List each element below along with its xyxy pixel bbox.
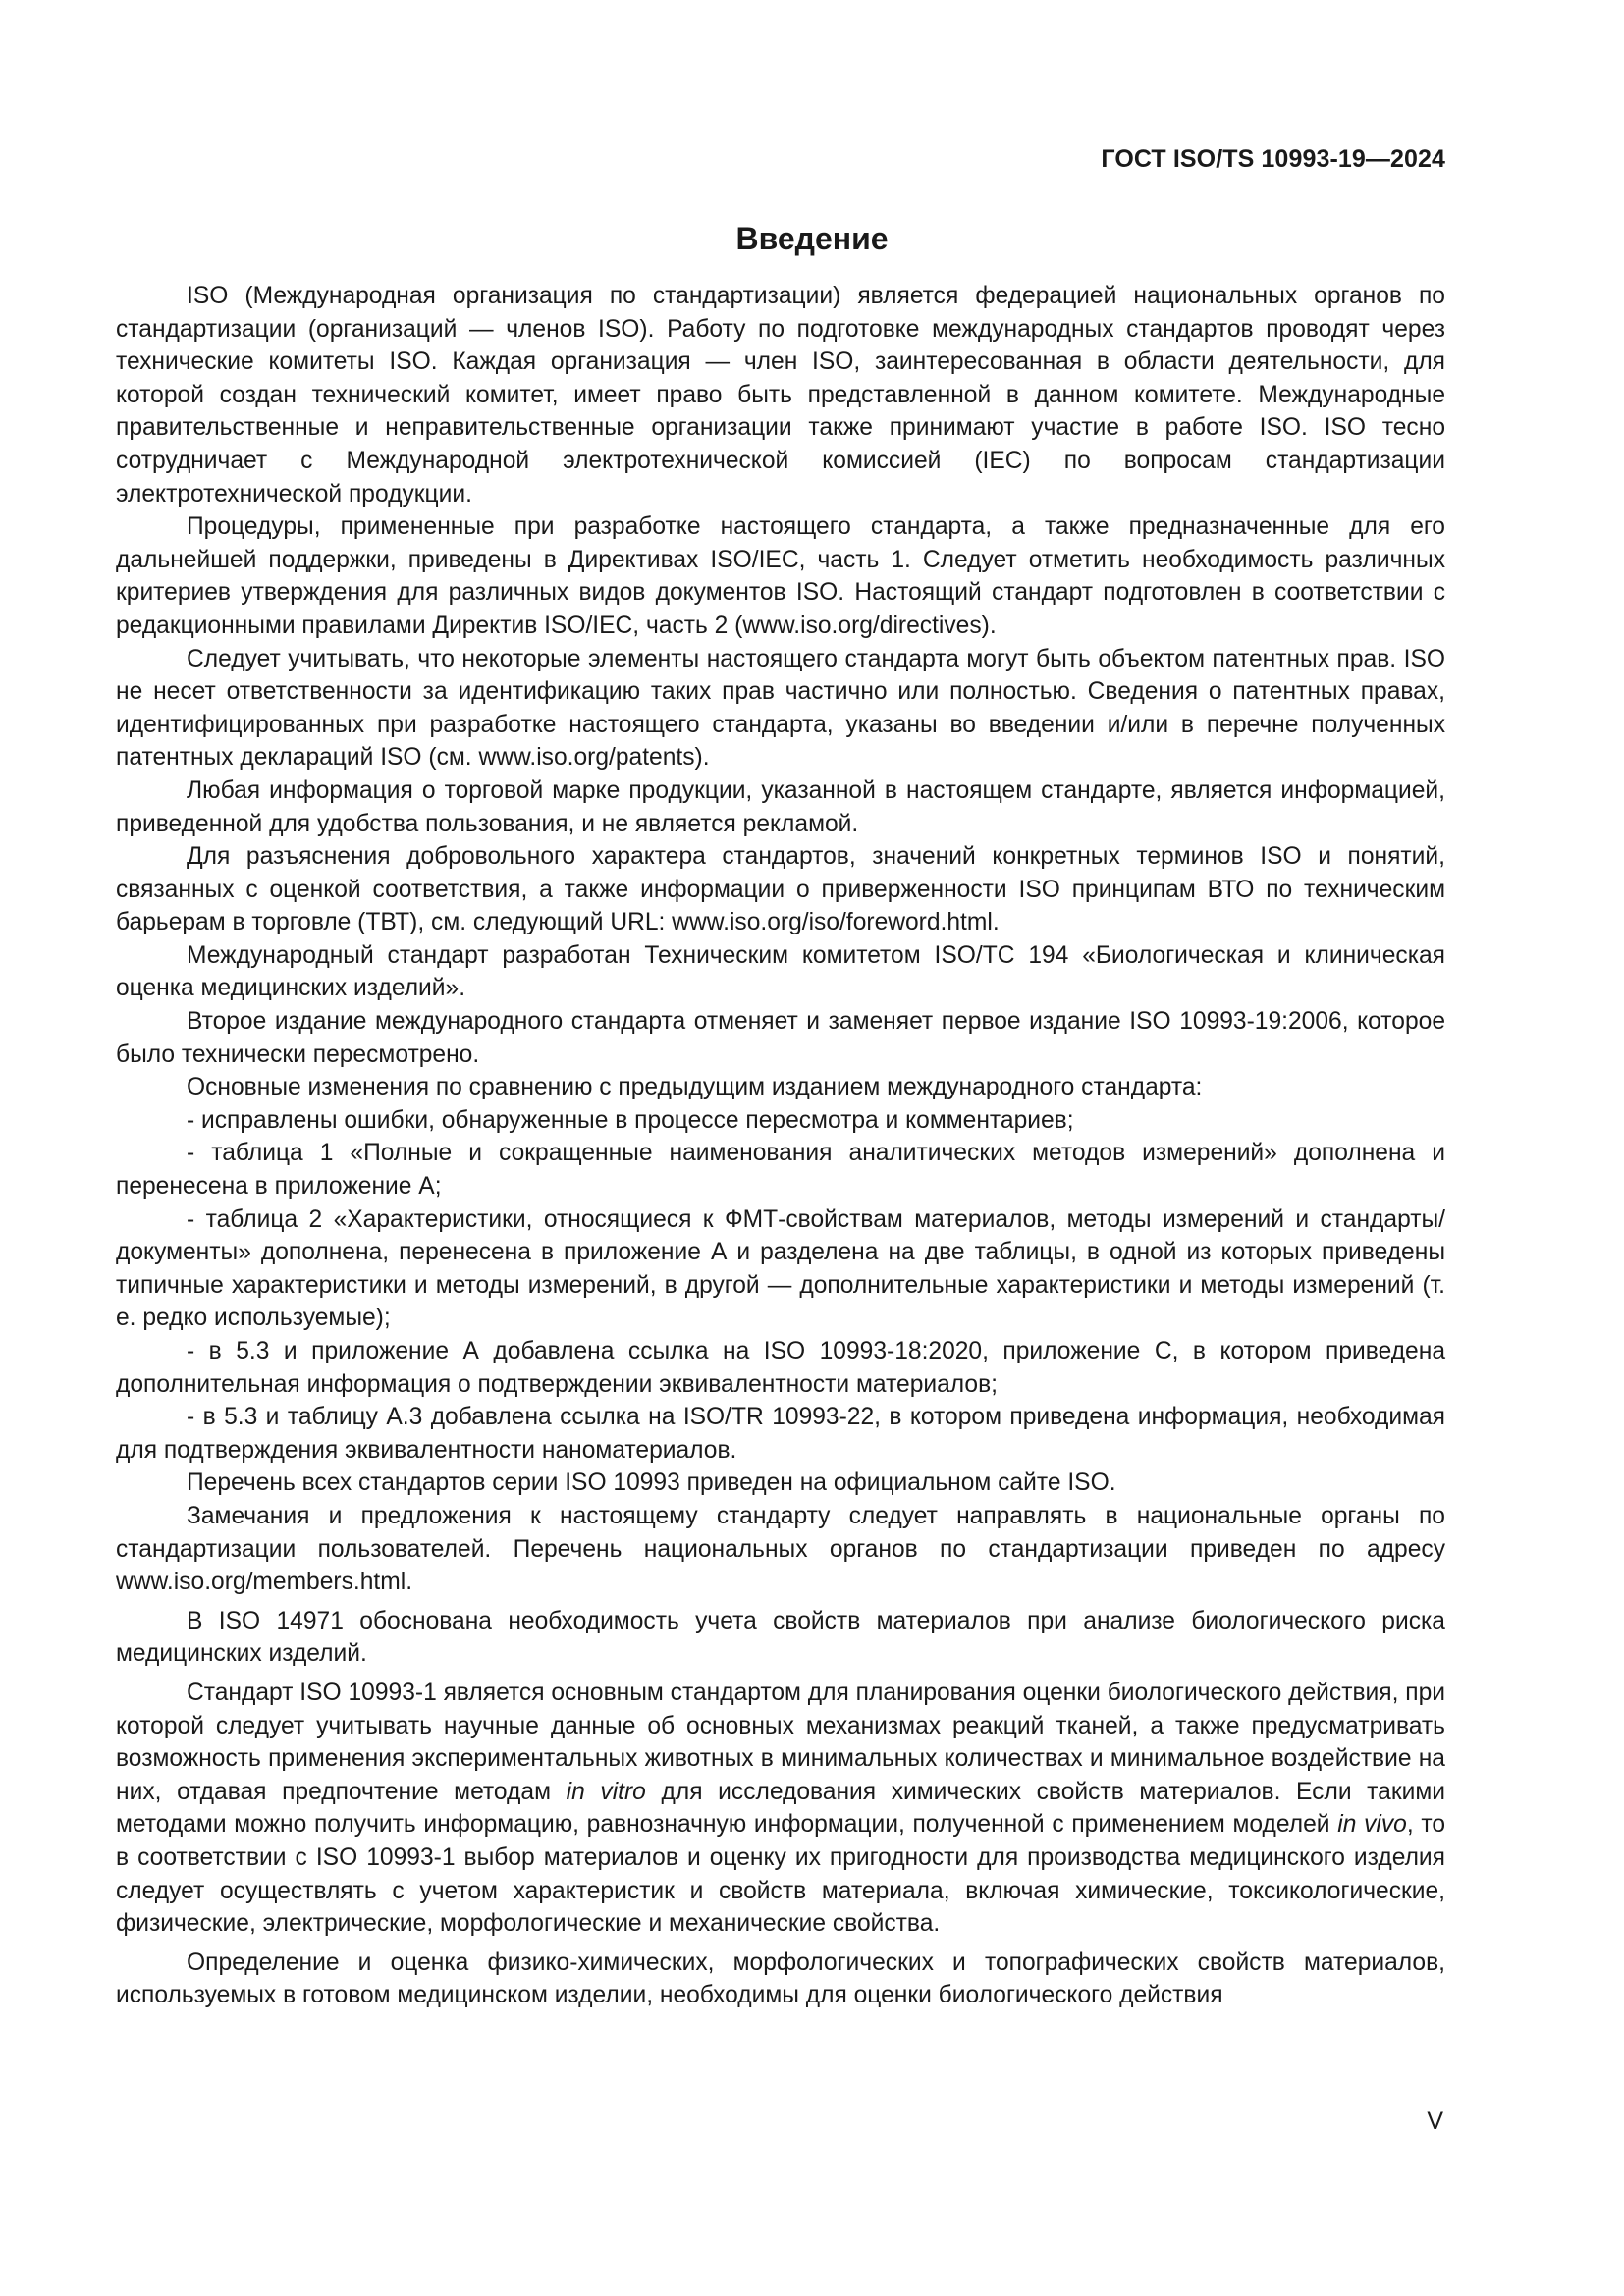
text-run: , то в соответствии с ISO 10993-1 выбор материалов и оценку их пригодности для производства медицинского изделия следует осуществлять с учетом характеристик и свойств материала, включая химические, токсикологические, физические, электрические, морфологические и механические свойства.	[116, 1811, 1446, 1938]
paragraph: Для разъяснения добровольного характера стандартов, значений конкретных терминов ISO и понятий, связанных с оценкой соответствия, а также информации о приверженности ISO принципам ВТО по техническим барьерам в торговле (ТВТ), см. следующий URL: www.iso.org/iso/foreword.html.	[116, 843, 1445, 936]
paragraph: Следует учитывать, что некоторые элементы настоящего стандарта могут быть объектом патентных прав. ISO не несет ответственности за идентификацию таких прав частично или полностью. Сведения о патентных правах, идентифицированных при разработке настоящего стандарта, указаны во введении и/или в перечне полученных патентных деклараций ISO (см. www.iso.org/patents).	[116, 645, 1445, 772]
paragraph-iso-10993-1	[116, 1677, 1445, 1941]
paragraph: Процедуры, примененные при разработке настоящего стандарта, а также предназначенные для его дальнейшей поддержки, приведены в Директивах ISO/IEC, часть 1. Следует отметить необходимость различных критериев утверждения для различных видов документов ISO. Настоящий стандарт подготовлен в соответствии с редакционными правилами Директив ISO/IEC, часть 2 (www.iso.org/directives).	[116, 513, 1445, 639]
list-item: - таблица 2 «Характеристики, относящиеся к ФМТ-свойствам материалов, методы измерений и стандарты/документы» дополнена, перенесена в приложение А и разделена на две таблицы, в одной из которых приведены типичные характеристики и методы измерений, в другой — дополнительные характеристики и методы измерений (т. е. редко используемые);	[116, 1205, 1445, 1332]
body-text	[116, 280, 1445, 2012]
paragraph: Любая информация о торговой марке продукции, указанной в настоящем стандарте, является информацией, приведенной для удобства пользования, и не является рекламой.	[116, 776, 1445, 837]
text-run: для исследования химических свойств материалов. Если такими методами можно получить информацию, равнозначную информации, полученной с применением моделей	[116, 1778, 1445, 1839]
page-number: V	[1427, 2108, 1443, 2135]
section-title: Введение	[735, 221, 889, 256]
paragraph: В ISO 14971 обоснована необходимость учета свойств материалов при анализе биологического риска медицинских изделий.	[116, 1607, 1445, 1668]
paragraph: ISO (Международная организация по стандартизации) является федерацией национальных органов по стандартизации (организаций — членов ISO). Работу по подготовке международных стандартов проводят через технические комитеты ISO. Каждая организация — член ISO, заинтересованная в области деятельности, для которой создан технический комитет, имеет право быть представленной в данном комитете. Международные правительственные и неправительственные организации также принимают участие в работе ISO. ISO тесно сотрудничает с Международной электротехнической комиссией (IEC) по вопросам стандартизации электротехнической продукции.	[116, 283, 1445, 507]
document-id-header: ГОСТ ISO/TS 10993-19—2024	[1101, 145, 1445, 173]
paragraph: Замечания и предложения к настоящему стандарту следует направлять в национальные органы по стандартизации пользователей. Перечень национальных органов по стандартизации приведен по адресу www.iso.org/members.html.	[116, 1502, 1445, 1596]
list-item: - исправлены ошибки, обнаруженные в процессе пересмотра и комментариев;	[187, 1106, 1074, 1134]
paragraph: Определение и оценка физико-химических, морфологических и топографических свойств материалов, используемых в готовом медицинском изделии, необходимы для оценки биологического действия	[116, 1949, 1445, 2009]
paragraph: Основные изменения по сравнению с предыдущим изданием международного стандарта:	[187, 1074, 1203, 1101]
list-item: - в 5.3 и приложение А добавлена ссылка на ISO 10993-18:2020, приложение С, в котором приведена дополнительная информация о подтверждении эквивалентности материалов;	[116, 1338, 1445, 1398]
paragraph: Перечень всех стандартов серии ISO 10993 приведен на официальном сайте ISO.	[187, 1469, 1116, 1497]
italic-term: in vivo	[1337, 1811, 1407, 1839]
paragraph: Международный стандарт разработан Техническим комитетом ISO/TC 194 «Биологическая и клиническая оценка медицинских изделий».	[116, 941, 1445, 1002]
list-item: - таблица 1 «Полные и сокращенные наименования аналитических методов измерений» дополнена и перенесена в приложение А;	[116, 1140, 1445, 1201]
italic-term: in vitro	[566, 1778, 646, 1805]
text-run: Стандарт ISO 10993-1 является основным стандартом для планирования оценки биологического действия, при которой следует учитывать научные данные об основных механизмах реакций тканей, а также предусматривать возможность применения экспериментальных животных в минимальных количествах и минимальное воздействие на них, отдавая предпочтение методам	[116, 1679, 1445, 1805]
paragraph: Второе издание международного стандарта отменяет и заменяет первое издание ISO 10993-19:2006, которое было технически пересмотрено.	[116, 1008, 1445, 1068]
list-item: - в 5.3 и таблицу А.3 добавлена ссылка на ISO/TR 10993-22, в котором приведена информация, необходимая для подтверждения эквивалентности наноматериалов.	[116, 1404, 1445, 1464]
